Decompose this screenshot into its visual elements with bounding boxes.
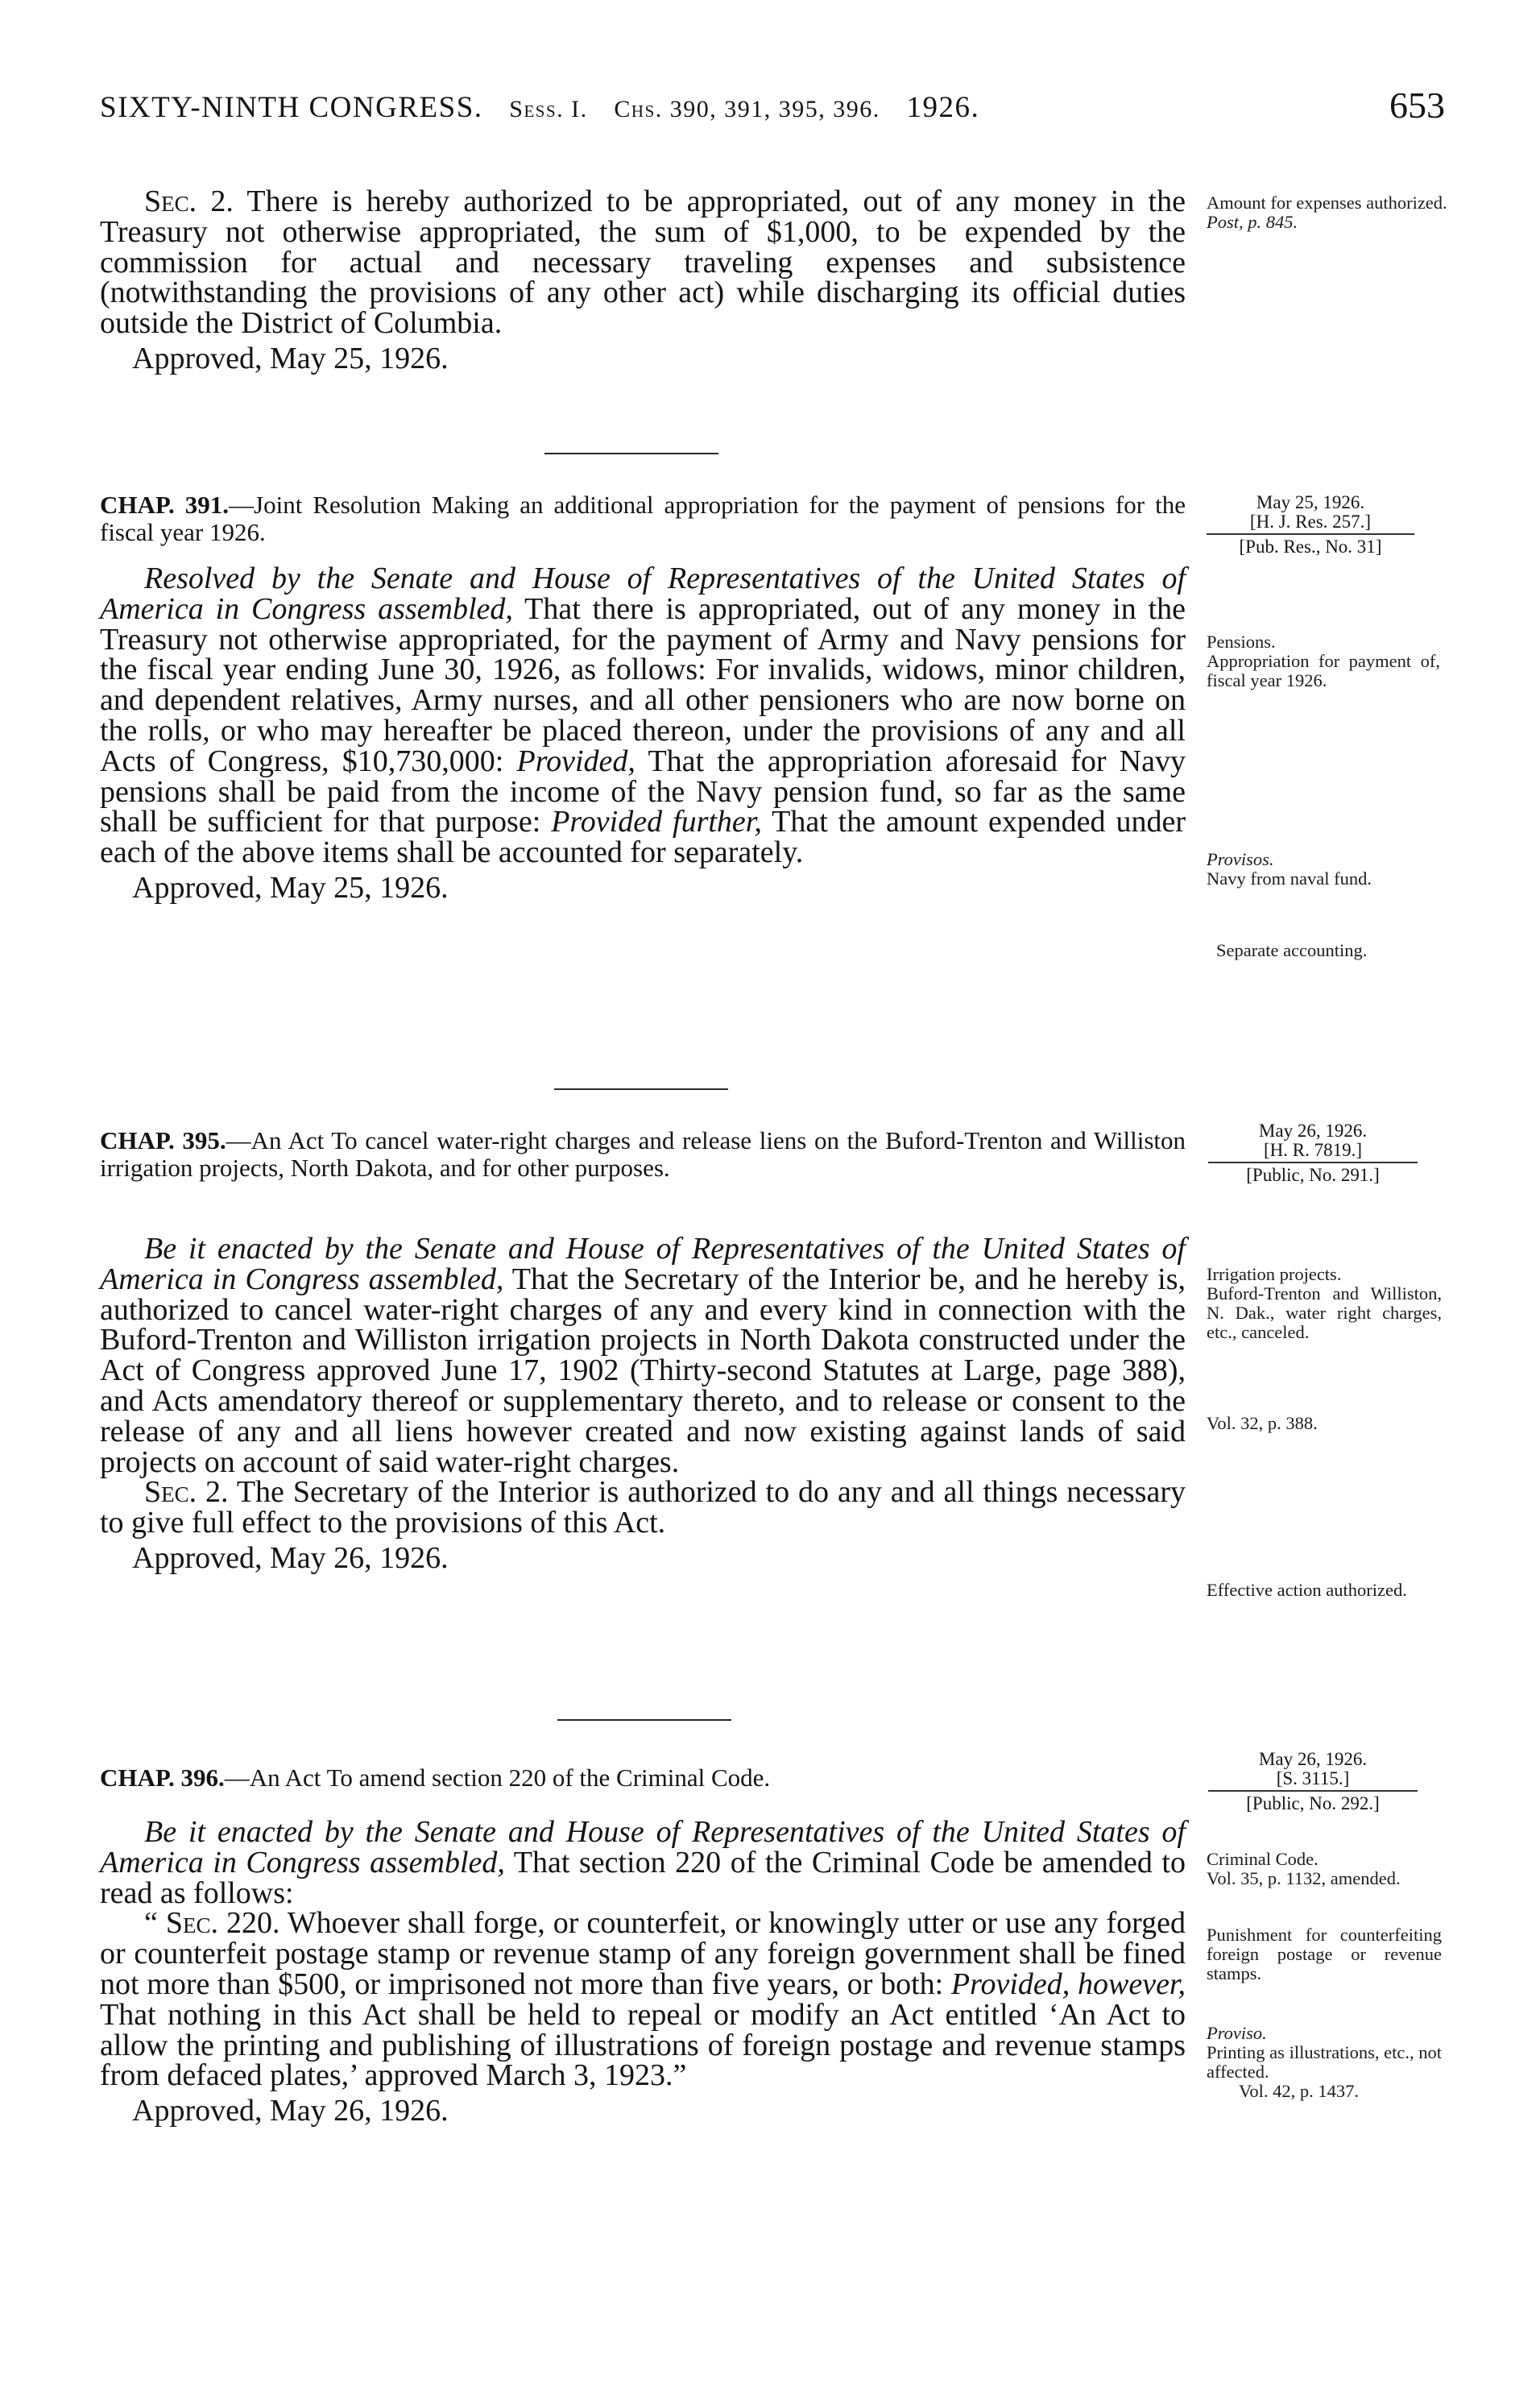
margin-printing: Printing as illustrations, etc., not affected. xyxy=(1207,2042,1442,2082)
ch395-enacting-clause: Be it enacted by the Senate and House of Representatives of the United States of America in Congress assembled, xyxy=(100,1232,1186,1296)
ch395-sec2-label: Sec. 2. xyxy=(144,1475,229,1510)
ch391-margin-pensions xyxy=(1207,632,1440,690)
margin-vol-35: Vol. 35, p. 1132, amended. xyxy=(1207,1868,1401,1888)
ch396-ref-bill: [S. 3115.] xyxy=(1276,1768,1350,1788)
ch396-sec220-text: Whoever shall forge, or counterfeit, or knowingly utter or use any forged or counterfeit postage stamp or revenue stamp of any foreign government shall be fined not more than $500, or imprisoned not more than five years, or both: xyxy=(100,1906,1186,2001)
ch395-ref-date: May 26, 1926. xyxy=(1258,1121,1368,1141)
ch395-margin-irrigation xyxy=(1207,1265,1442,1342)
margin-post-ref: Post, p. 845. xyxy=(1207,212,1298,232)
margin-vol-32: Vol. 32, p. 388. xyxy=(1207,1413,1318,1433)
ch390-sec2-text: There is hereby authorized to be appropriated, out of any money in the Treasury not otherwise appropriated, the sum of $1,000, to be expended by the commission for actual and necessary traveling expenses and subsistence (notwithstanding the provisions of any other act) while discharging its official duties outside the District of Columbia. xyxy=(100,184,1186,341)
ch396-margin-proviso xyxy=(1207,2024,1442,2101)
ch391-paragraph xyxy=(100,564,1186,868)
ch396-approved: Approved, May 26, 1926. xyxy=(132,2094,449,2128)
ch395-text-1: That the Secretary of the Interior be, and he hereby is, authorized to cancel water-right charges of any and every kind in connection with the Buford-Trenton and Williston irrigation projects in North Dakota constructed under the Act of Congress approved June 17, 1902 (Thirty-second Statutes at Large, page 388), and Acts amendatory thereof or supplementary thereto, and to release or consent to the release of any and all liens however created and now existing against lands of said projects on account of said water-right charges. xyxy=(100,1262,1186,1479)
ch396-reference xyxy=(1208,1750,1418,1813)
running-header xyxy=(100,85,1445,139)
ch390-section xyxy=(100,184,1186,375)
ch396-margin-criminal xyxy=(1207,1850,1442,1888)
ch396-title: —An Act To amend section 220 of the Criminal Code. xyxy=(224,1763,771,1792)
ch391-provided-further: Provided further, xyxy=(551,805,762,839)
header-congress: SIXTY-NINTH CONGRESS. xyxy=(100,91,483,124)
ch396-text-2: That nothing in this Act shall be held to repeal or modify an Act entitled ‘An Act to allow the printing and publishing of illustrations of foreign postage and revenue stamps from defaced plates,’ approved March 3, 1923.” xyxy=(100,1997,1186,2093)
ch391-margin-separate xyxy=(1216,941,1442,960)
ch391-heading xyxy=(100,491,1186,545)
ch395-heading xyxy=(100,1127,1186,1181)
divider-rule xyxy=(544,453,718,454)
margin-proviso: Proviso. xyxy=(1207,2023,1267,2043)
ch396-ref-law: [Public, No. 292.] xyxy=(1246,1793,1380,1813)
ref-bar xyxy=(1208,1790,1418,1792)
ch391-title: —Joint Resolution Making an additional appropriation for the payment of pensions for the fiscal year 1926. xyxy=(100,491,1186,546)
ch391-margin-provisos xyxy=(1207,850,1440,889)
ch391-text-2: That the appropriation aforesaid for Navy pensions shall be paid from the income of the Navy pension fund, so far as the same shall be sufficient for that purpose: xyxy=(100,744,1186,839)
ref-bar xyxy=(1207,533,1414,535)
ch396-ref-date: May 26, 1926. xyxy=(1258,1749,1368,1769)
margin-navy-fund: Navy from naval fund. xyxy=(1207,868,1372,889)
ch391-chap-label: CHAP. 391. xyxy=(100,491,230,519)
ch396-sec220 xyxy=(100,1908,1186,2091)
ch390-approved: Approved, May 25, 1926. xyxy=(132,341,449,375)
margin-provisos: Provisos. xyxy=(1207,849,1274,869)
divider-rule xyxy=(554,1088,728,1090)
ch395-chap-label: CHAP. 395. xyxy=(100,1126,226,1154)
ch391-text-1: That there is appropriated, out of any money in the Treasury not otherwise appropriated, for the payment of Army and Navy pensions for the fiscal year ending June 30, 1926, as follows: For invalids, widows, minor children, and dependent relatives, Army nurses, and all other pensioners who are now borne on the rolls, or who may hereafter be placed thereon, under the provisions of any and all Acts of Congress, $10,730,000: xyxy=(100,591,1186,778)
margin-buford-trenton: Buford-Trenton and Williston, N. Dak., water right charges, etc., canceled. xyxy=(1207,1283,1442,1342)
ch395-ref-law: [Public, No. 291.] xyxy=(1246,1165,1380,1185)
margin-vol-42: Vol. 42, p. 1437. xyxy=(1239,2081,1359,2101)
ch390-margin-note xyxy=(1207,193,1448,232)
ch391-ref-date: May 25, 1926. xyxy=(1256,492,1365,512)
margin-effective-action: Effective action authorized. xyxy=(1207,1580,1407,1600)
margin-separate-accounting: Separate accounting. xyxy=(1216,940,1368,960)
ch395-ref-bill: [H. R. 7819.] xyxy=(1263,1140,1363,1160)
margin-pensions: Pensions. xyxy=(1207,632,1276,652)
ch396-margin-punishment xyxy=(1207,1925,1442,1983)
ch396-paragraph xyxy=(100,1817,1186,1908)
margin-criminal-code: Criminal Code. xyxy=(1207,1849,1319,1869)
ch395-title: —An Act To cancel water-right charges and release liens on the Buford-Trenton and Williston irrigation projects, North Dakota, and for other purposes. xyxy=(100,1126,1186,1182)
header-left xyxy=(100,90,979,125)
margin-punishment: Punishment for counterfeiting foreign postage or revenue stamps. xyxy=(1207,1925,1442,1983)
ch391-enacting-clause: Resolved by the Senate and House of Representatives of the United States of America in Congress assembled, xyxy=(100,562,1186,626)
margin-amount-authorized: Amount for expenses authorized. xyxy=(1207,193,1447,213)
ch390-sec2-label: Sec. 2. xyxy=(144,184,234,218)
header-chapters: Chs. 390, 391, 395, 396. xyxy=(614,96,880,122)
ch396-chap-label: CHAP. 396. xyxy=(100,1763,225,1792)
ch391-text-3: That the amount expended under each of the above items shall be accounted for separately. xyxy=(100,805,1186,870)
page-number: 653 xyxy=(1389,85,1445,126)
ch395-approved: Approved, May 26, 1926. xyxy=(132,1540,449,1575)
header-year: 1926. xyxy=(906,91,980,124)
ch391-ref-law: [Pub. Res., No. 31] xyxy=(1239,537,1382,557)
ch395-margin-vol xyxy=(1207,1414,1440,1433)
ch396-heading xyxy=(100,1764,1186,1792)
ch396-sec220-label: “ Sec. 220. xyxy=(144,1906,280,1941)
ch395-paragraph xyxy=(100,1234,1186,1477)
ch391-provided: Provided, xyxy=(516,744,635,778)
ch396-enacting-clause: Be it enacted by the Senate and House of Representatives of the United States of America in Congress assembled, xyxy=(100,1815,1186,1879)
ch391-body xyxy=(100,564,1186,904)
ch395-margin-effective xyxy=(1207,1581,1442,1600)
ch395-reference xyxy=(1208,1121,1418,1185)
ch396-body xyxy=(100,1817,1186,2127)
ch391-ref-bill: [H. J. Res. 257.] xyxy=(1249,512,1372,532)
ch396-text-1: That section 220 of the Criminal Code be amended to read as follows: xyxy=(100,1845,1186,1910)
ch395-sec2-text: The Secretary of the Interior is authorized to do any and all things necessary to give full effect to the provisions of this Act. xyxy=(100,1475,1186,1540)
header-session: Sess. I. xyxy=(509,96,588,122)
ch390-sec2 xyxy=(100,184,1186,341)
ch396-provided-however: Provided, however, xyxy=(950,1966,1186,2001)
divider-rule xyxy=(557,1719,731,1721)
margin-appropriation: Appropriation for payment of, fiscal year 1926. xyxy=(1207,651,1440,690)
ch395-sec2 xyxy=(100,1477,1186,1539)
ref-bar xyxy=(1208,1162,1418,1163)
ch395-body xyxy=(100,1234,1186,1574)
margin-irrigation-projects: Irrigation projects. xyxy=(1207,1264,1342,1284)
ch391-approved: Approved, May 25, 1926. xyxy=(132,870,449,905)
ch391-reference xyxy=(1207,493,1414,557)
